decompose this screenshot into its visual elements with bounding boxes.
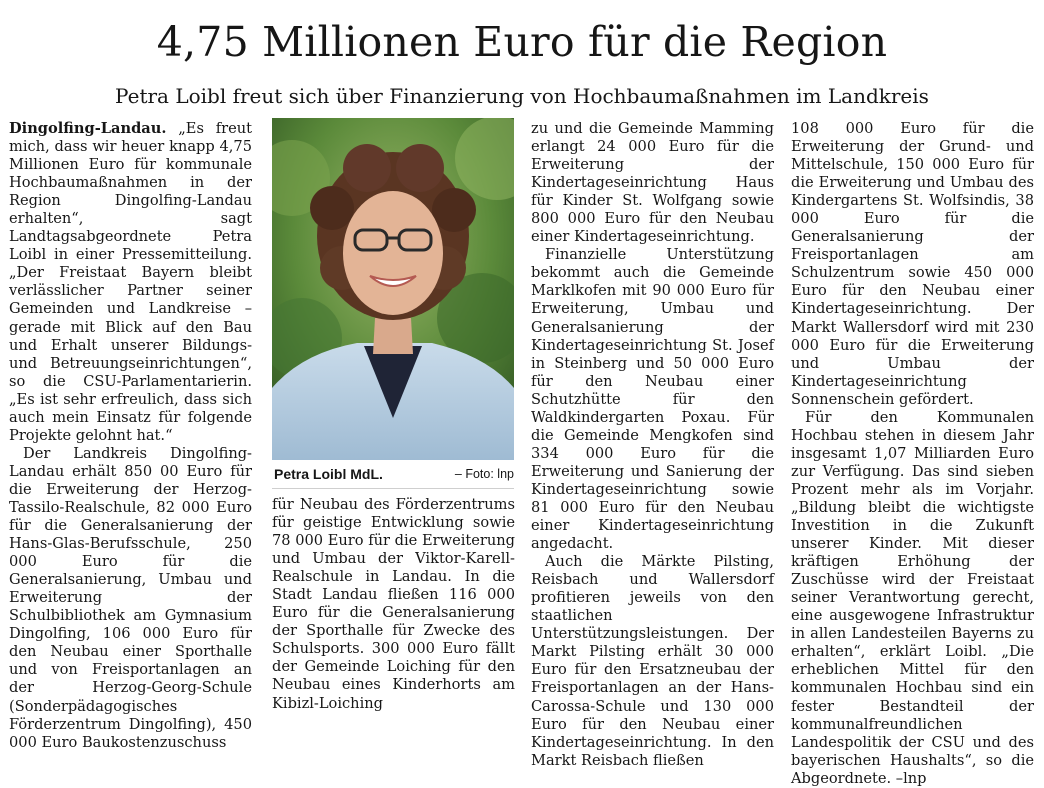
paragraph: 108 000 Euro für die Erweiterung der Grund- und Mittelschule, 150 000 Euro für die Erweiterung und Umbau des Kindergartens St. Wolfsindis, 38 000 Euro für die Generalsanierung der Freisportanlagen am Schulzentrum sowie 450 000 Euro für den Neubau einer Kindertageseinrichtung. Der Markt Wallersdorf wird mit 230 000 Euro für die Erweiterung und Umbau der Kindertageseinrichtung Sonnenschein gefördert. (791, 120, 1034, 408)
paragraph: Für den Kommunalen Hochbau stehen in diesem Jahr insgesamt 1,07 Milliarden Euro zur Verfügung. Das sind sieben Prozent mehr als im Vorjahr. „Bildung bleibt die wichtigste Investition in die Zukunft unserer Kinder. Mit dieser kräftigen Erhöhung der Zuschüsse wird der Freistaat seiner Verantwortung gerecht, eine ausgewogene Infrastruktur in allen Landesteilen Bayerns zu erhalten“, erklärt Loibl. „Die erheblichen Mittel für den kommunalen Hochbau sind ein fester Bestandteil der kommunalfreundlichen Landespolitik der CSU und des bayerischen Haushalts“, so die Abgeordnete. –lnp (791, 408, 1034, 787)
subheadline: Petra Loibl freut sich über Finanzierung von Hochbaumaßnahmen im Landkreis (115, 84, 929, 108)
dateline: Dingolfing-Landau. (9, 120, 167, 137)
paragraph: für Neubau des Förderzentrums für geistige Entwicklung sowie 78 000 Euro für die Erweiterung und Umbau der Viktor-Karell-Realschule in Landau. In die Stadt Landau fließen 116 000 Euro für die Generalsanierung der Sporthalle für Zwecke des Schulsports. 300 000 Euro fällt der Gemeinde Loiching für den Neubau eines Kinderhorts am Kibizl-Loiching (272, 496, 515, 712)
caption-name: Petra Loibl MdL. (274, 466, 383, 482)
paragraph-text: „Es freut mich, dass wir heuer knapp 4,75 Millionen Euro für kommunale Hochbaumaßnahmen in der Region Dingolfing-Landau erhalten“, sagt Landtagsabgeordnete Petra Loibl in einer Pressemitteilung. „Der Freistaat Bayern bleibt verlässlicher Partner seiner Gemeinden und Landkreise – gerade mit Blick auf den Bau und Erhalt unserer Bildungs- und Betreuungseinrichtungen“, so die CSU-Parlamentarierin. „Es ist sehr erfreulich, dass sich auch mein Einsatz für folgende Projekte gelohnt hat.“ (9, 120, 252, 444)
paragraph: Der Landkreis Dingolfing-Landau erhält 850 00 Euro für die Erweiterung der Herzog-Tassilo-Realschule, 82 000 Euro für die Generalsanierung der Hans-Glas-Berufsschule, 250 000 Euro für die Generalsanierung, Umbau und Erweiterung der Schulbibliothek am Gymnasium Dingolfing, 106 000 Euro für den Neubau einer Sporthalle und von Freisportanlagen an der Herzog-Georg-Schule (Sonderpädagogisches Förderzentrum Dingolfing), 450 000 Euro Baukostenzuschuss (9, 444, 252, 751)
paragraph: Auch die Märkte Pilsting, Reisbach und Wallersdorf profitieren jeweils von den staatlichen Unterstützungsleistungen. Der Markt Pilsting erhält 30 000 Euro für den Ersatzneubau der Freisportanlagen an der Hans-Carossa-Schule und 130 000 Euro für den Neubau einer Kindertageseinrichtung. In den Markt Reisbach fließen (531, 553, 774, 769)
column-2 (272, 496, 515, 713)
headline: 4,75 Millionen Euro für die Region (156, 18, 888, 66)
paragraph: zu und die Gemeinde Mamming erlangt 24 000 Euro für die Erweiterung der Kindertageseinrichtung Haus für Kinder St. Wolfgang sowie 800 000 Euro für den Neubau einer Kindertageseinrichtung. (531, 120, 774, 246)
portrait-image (272, 118, 514, 460)
column-3 (531, 120, 774, 770)
caption-divider (272, 488, 514, 489)
paragraph: Finanzielle Unterstützung bekommt auch die Gemeinde Marklkofen mit 90 000 Euro für Erweiterung, Umbau und Generalsanierung der Kindertageseinrichtung St. Josef in Steinberg und 50 000 Euro für den Neubau einer Schutzhütte für den Waldkindergarten Poxau. Für die Gemeinde Mengkofen sind 334 000 Euro für die Erweiterung und Sanierung der Kindertageseinrichtung sowie 81 000 Euro für den Neubau einer Kindertageseinrichtung angedacht. (531, 246, 774, 553)
photo-credit: – Foto: lnp (454, 467, 514, 481)
column-1 (9, 120, 252, 752)
portrait-photo (272, 118, 514, 460)
photo-caption (272, 466, 514, 484)
paragraph (9, 120, 252, 445)
column-4 (791, 120, 1034, 788)
